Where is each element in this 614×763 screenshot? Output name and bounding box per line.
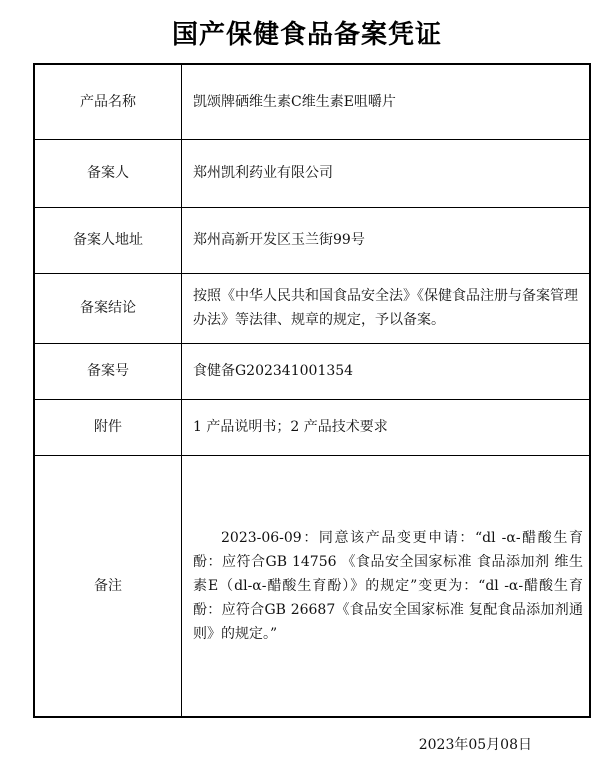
table-row-conclusion (34, 273, 590, 343)
value-registrant: 郑州凯利药业有限公司 (182, 139, 591, 207)
table-row-attachments (34, 399, 590, 455)
value-remarks: 2023-06-09：同意该产品变更申请：“dl -α-醋酸生育酚：应符合GB 14756 《食品安全国家标准 食品添加剂 维生素E（dl-α-醋酸生育酚）》的规定”变更为：“dl -α-醋酸生育酚：应符合GB 26687《食品安全国家标准 复配食品添加剂通则》的规定。” (182, 455, 591, 717)
document-title: 国产保健食品备案凭证 (171, 20, 442, 50)
record-table (33, 63, 591, 718)
table-row-record-number (34, 343, 590, 399)
label-remarks: 备注 (34, 455, 182, 717)
table-row-product-name (34, 64, 590, 139)
value-product-name: 凯颂牌硒维生素C维生素E咀嚼片 (182, 64, 591, 139)
table-row-remarks (34, 455, 590, 717)
label-conclusion: 备案结论 (34, 273, 182, 343)
value-registrant-address: 郑州高新开发区玉兰街99号 (182, 207, 591, 273)
label-attachments: 附件 (34, 399, 182, 455)
table-row-registrant-address (34, 207, 590, 273)
label-registrant-address: 备案人地址 (34, 207, 182, 273)
issue-date: 2023年05月08日 (418, 737, 532, 753)
value-attachments: 1 产品说明书；2 产品技术要求 (182, 399, 591, 455)
label-registrant: 备案人 (34, 139, 182, 207)
label-record-number: 备案号 (34, 343, 182, 399)
value-conclusion: 按照《中华人民共和国食品安全法》《保健食品注册与备案管理办法》等法律、规章的规定，予以备案。 (182, 273, 591, 343)
value-record-number: 食健备G202341001354 (182, 343, 591, 399)
label-product-name: 产品名称 (34, 64, 182, 139)
table-row-registrant (34, 139, 590, 207)
